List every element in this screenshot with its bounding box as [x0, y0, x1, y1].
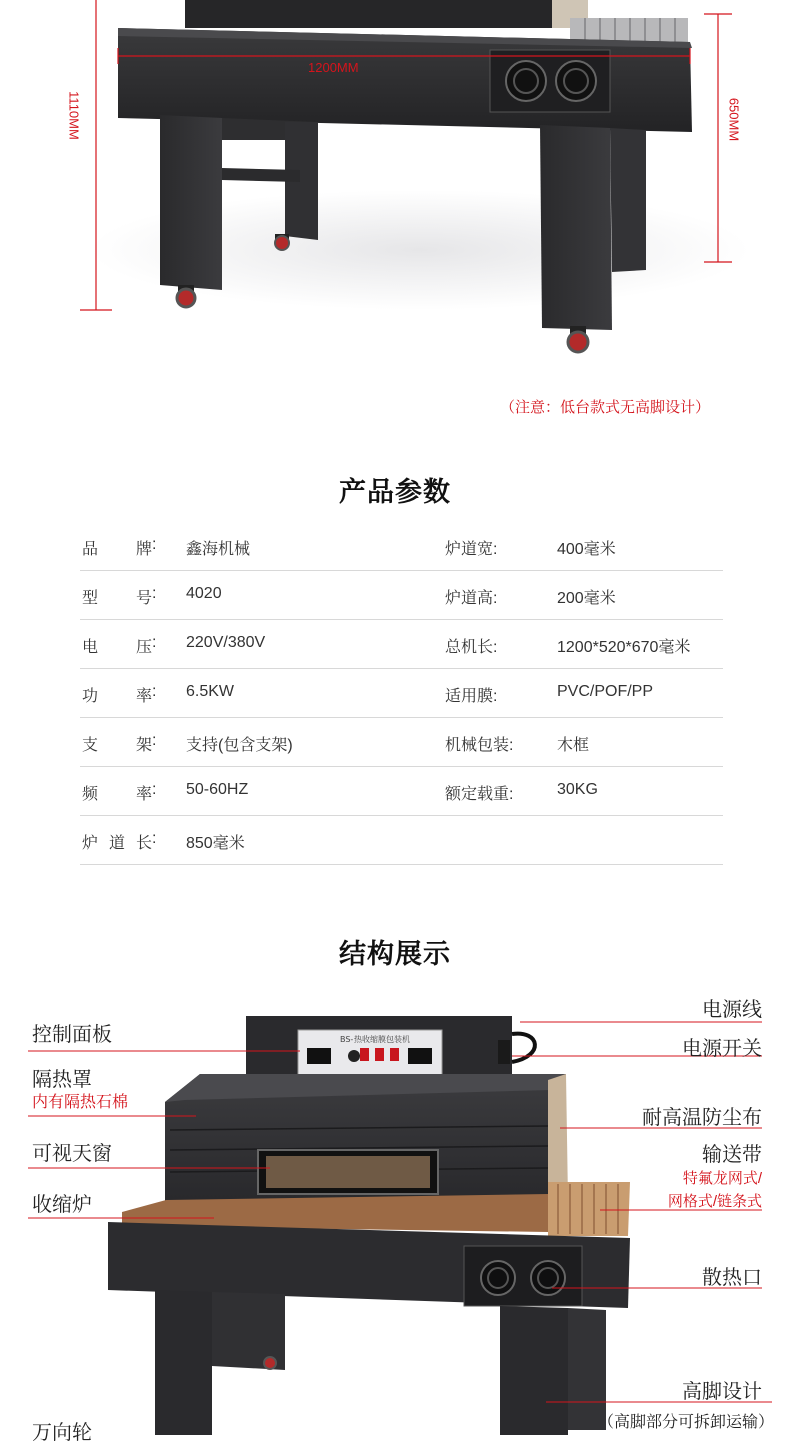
- low-model-note: （注意：低台款式无高脚设计）: [500, 399, 711, 416]
- param-value: 4020: [186, 585, 222, 602]
- callout-power-cord: 电源线: [702, 999, 762, 1021]
- params-table: [80, 522, 723, 865]
- param-label: 品 牌: [82, 541, 152, 558]
- param-label-colon: :: [152, 536, 157, 553]
- callout-power-switch: 电源开关: [682, 1038, 762, 1060]
- panel-name-text: 热收缩膜包装机: [354, 1035, 410, 1044]
- param-value: 50-60HZ: [186, 781, 249, 798]
- params-row: [80, 767, 723, 816]
- param-label: 支 架: [82, 737, 152, 754]
- param-label: 机械包装:: [445, 737, 514, 754]
- param-label: 炉道高:: [445, 590, 498, 607]
- callout-legs-sub: （高脚部分可拆卸运输）: [597, 1414, 774, 1431]
- callout-conveyor: 输送带: [702, 1144, 762, 1166]
- param-label: 炉道长: [82, 835, 152, 852]
- param-label: 适用膜:: [445, 688, 498, 705]
- structure-diagram: [0, 990, 790, 1444]
- param-label-colon: :: [152, 732, 157, 749]
- param-label: 炉道宽:: [445, 541, 498, 558]
- param-value: 850毫米: [186, 835, 245, 852]
- panel-brand-text: BS-: [340, 1035, 354, 1044]
- structure-machine-illustration: [0, 990, 790, 1435]
- param-value: 400毫米: [557, 541, 616, 558]
- param-label-colon: :: [152, 781, 157, 798]
- callout-oven: 收缩炉: [32, 1194, 92, 1216]
- callout-wheels: 万向轮: [32, 1422, 92, 1444]
- param-value: 1200*520*670毫米: [557, 639, 691, 656]
- params-row: [80, 718, 723, 767]
- param-value: 6.5KW: [186, 683, 235, 700]
- param-label-colon: :: [152, 634, 157, 651]
- param-value: 220V/380V: [186, 634, 266, 651]
- callout-conveyor-sub1: 特氟龙网式/: [682, 1170, 762, 1187]
- params-title: 产品参数: [339, 477, 451, 507]
- param-label: 额定载重:: [445, 786, 514, 803]
- param-label-colon: :: [152, 830, 157, 847]
- total-height-dimension-label: 1110MM: [66, 91, 82, 140]
- machine-illustration: [0, 0, 790, 440]
- param-value: PVC/POF/PP: [557, 683, 654, 700]
- callout-legs: 高脚设计: [682, 1381, 762, 1403]
- param-label: 电 压: [82, 639, 152, 656]
- params-row: [80, 620, 723, 669]
- param-label-colon: :: [152, 683, 157, 700]
- table-height-dimension-label: 650MM: [726, 97, 742, 142]
- param-label: 型 号: [82, 590, 152, 607]
- param-value: 支持(包含支架): [186, 737, 293, 754]
- param-label: 频 率: [82, 786, 152, 803]
- params-row: [80, 571, 723, 620]
- param-label: 总机长:: [445, 639, 498, 656]
- structure-title: 结构展示: [339, 939, 451, 969]
- width-dimension-label: 1200MM: [308, 60, 359, 75]
- params-row: [80, 522, 723, 571]
- params-row: [80, 669, 723, 718]
- callout-heat-shield-sub: 内有隔热石棉: [32, 1094, 129, 1111]
- callout-vent: 散热口: [702, 1267, 762, 1289]
- machine-dimension-photo: [0, 0, 790, 440]
- params-row: [80, 816, 723, 865]
- param-value: 鑫海机械: [186, 541, 251, 558]
- callout-control-panel: 控制面板: [32, 1024, 112, 1046]
- callout-conveyor-sub2: 网格式/链条式: [667, 1193, 762, 1210]
- param-value: 木框: [557, 737, 590, 754]
- param-value: 200毫米: [557, 590, 616, 607]
- callout-dust-cloth: 耐高温防尘布: [642, 1107, 762, 1129]
- param-value: 30KG: [557, 781, 598, 798]
- callout-heat-shield: 隔热罩: [32, 1069, 92, 1091]
- callout-window: 可视天窗: [32, 1143, 112, 1165]
- param-label-colon: :: [152, 585, 157, 602]
- param-label: 功 率: [82, 688, 152, 705]
